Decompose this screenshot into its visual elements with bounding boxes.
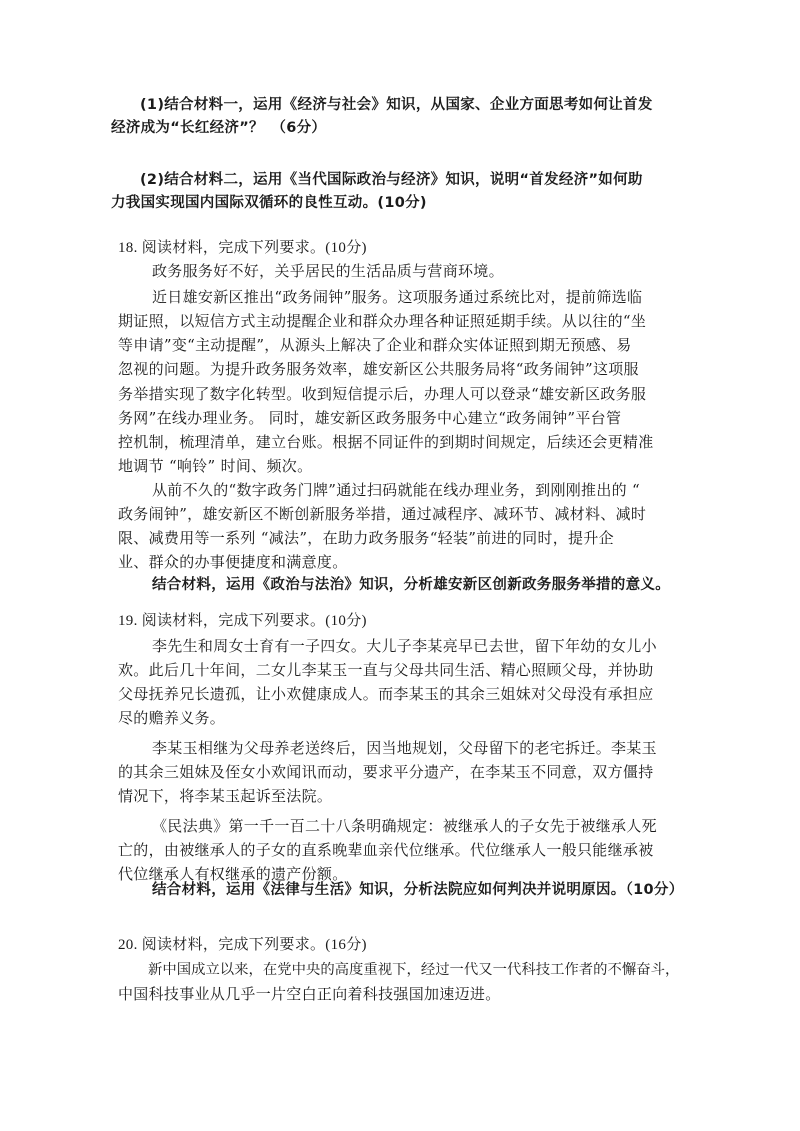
q19-heading: 19. 阅读材料，完成下列要求。(10分) — [118, 613, 367, 629]
q17-part2-line2: 力我国实现国内国际双循环的良性互动。(10分) — [111, 195, 427, 211]
q19-line: 亡的，由被继承人的子女的直系晚辈血亲代位继承。代位继承人一般只能继承被 — [118, 841, 654, 859]
q19-line: 李先生和周女士育有一子四女。大儿子李某亮早已去世，留下年幼的女儿小 — [152, 637, 657, 655]
q18-line: 近日雄安新区推出“政务闹钟”服务。这项服务通过系统比对，提前筛选临 — [152, 288, 643, 306]
q17-part1-line1: (1)结合材料一，运用《经济与社会》知识，从国家、企业方面思考如何让首发 — [140, 97, 653, 113]
q18-line: 政务服务好不好，关乎居民的生活品质与营商环境。 — [152, 262, 504, 280]
q18-line: 业、群众的办事便捷度和满意度。 — [118, 553, 348, 571]
q19-line: 代位继承人有权继承的遗产份额。 — [118, 865, 348, 883]
q19-question: 结合材料，运用《法律与生活》知识，分析法院应如何判决并说明原因。（10分） — [152, 882, 684, 898]
q18-line: 等申请”变“主动提醒”，从源头上解决了企业和群众实体证照到期无预感、易 — [118, 336, 632, 354]
q18-question: 结合材料，运用《政治与法治》知识，分析雄安新区创新政务服务举措的意义。 — [152, 577, 670, 593]
q18-line: 政务闹钟”，雄安新区不断创新服务举措，通过减程序、减环节、减材料、减时 — [118, 505, 647, 523]
q19-line: 尽的赡养义务。 — [118, 709, 226, 727]
q19-line: 情况下，将李某玉起诉至法院。 — [118, 787, 333, 805]
q18-line: 忽视的问题。为提升政务服务效率，雄安新区公共服务局将“政务闹钟”这项服 — [118, 360, 639, 378]
q19-line: 父母抚养兄长遗孤，让小欢健康成人。而李某玉的其余三姐妹对父母没有承担应 — [118, 685, 654, 703]
q18-line: 从前不久的“数字政务门牌”通过扫码就能在线办理业务，到刚刚推出的 “ — [152, 481, 640, 499]
q20-line: 中国科技事业从几乎一片空白正向着科技强国加速迈进。 — [118, 985, 501, 1003]
q18-heading: 18. 阅读材料，完成下列要求。(10分) — [118, 240, 367, 256]
q19-line: 欢。此后几十年间，二女儿李某玉一直与父母共同生活、精心照顾父母，并协助 — [118, 661, 654, 679]
q18-line: 限、减费用等一系列 “减法”，在助力政务服务“轻装”前进的同时，提升企 — [118, 529, 614, 547]
q17-part2-line1: (2)结合材料二，运用《当代国际政治与经济》知识，说明“首发经济”如何助 — [140, 172, 643, 188]
q19-line: 《民法典》第一千一百二十八条明确规定：被继承人的子女先于被继承人死 — [152, 817, 657, 835]
q18-line: 地调节 “响铃” 时间、频次。 — [118, 457, 313, 475]
q17-part1-line2: 经济成为“长红经济”？ （6分） — [111, 120, 327, 136]
q20-heading: 20. 阅读材料，完成下列要求。(16分) — [118, 937, 367, 953]
q18-line: 务举措实现了数字化转型。收到短信提示后，办理人可以登录“雄安新区政务服 — [118, 385, 647, 403]
q19-line: 的其余三姐妹及侄女小欢闻讯而动，要求平分遗产，在李某玉不同意，双方僵持 — [118, 763, 654, 781]
q18-line: 务网”在线办理业务。 同时，雄安新区政务服务中心建立“政务闹钟”平台管 — [118, 409, 622, 427]
q18-line: 期证照，以短信方式主动提醒企业和群众办理各种证照延期手续。从以往的“坐 — [118, 312, 647, 330]
q20-line: 新中国成立以来，在党中央的高度重视下，经过一代又一代科技工作者的不懈奋斗， — [148, 962, 680, 978]
q19-line: 李某玉相继为父母养老送终后，因当地规划，父母留下的老宅拆迁。李某玉 — [152, 739, 657, 757]
q18-line: 控机制，梳理清单，建立台账。根据不同证件的到期时间规定，后续还会更精准 — [118, 433, 654, 451]
